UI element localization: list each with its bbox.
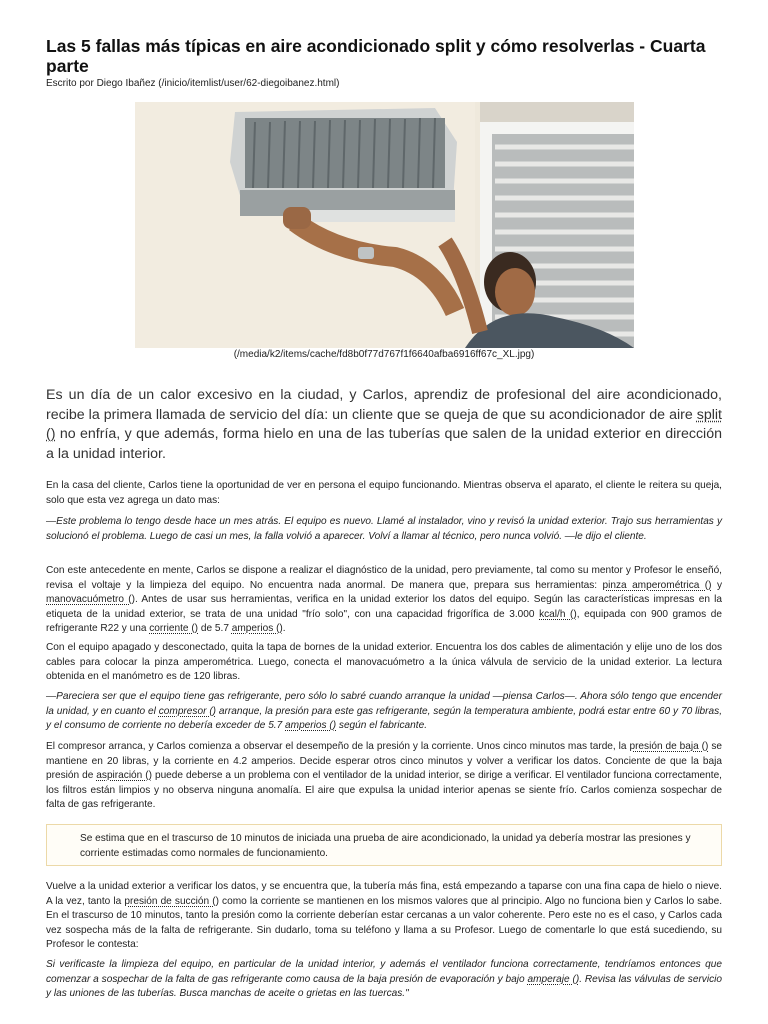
info-note-text: Se estima que en el trascurso de 10 minutos de iniciada una prueba de aire acondicionado, la unidad ya debería mostrar las presiones y corriente estimadas como normales de funcionamiento. [80, 833, 691, 859]
glossary-link[interactable]: presión de baja () [629, 741, 709, 752]
quote-paragraph: Si verificaste la limpieza del equipo, en particular de la unidad interior, y además el ventilador funciona correctamente, tendríamos entonces que comenzar a sospechar de la falta de gas refrigerante como causa de la baja presión de evaporación y bajo amperaje (). Revisa las válvulas de servicio y las uniones de las tuberías. Busca manchas de aceite o grietas en las tuercas." [46, 959, 722, 1000]
glossary-link[interactable]: split () [46, 406, 722, 442]
glossary-link[interactable]: compresor () [158, 705, 217, 717]
quote-paragraph: —Pareciera ser que el equipo tiene gas refrigerante, pero sólo lo sabré cuando arranque la unidad —piensa Carlos—. Ahora sólo tengo que encender la unidad, y en cuanto el compresor () arranque, la presión para este gas refrigerante, según la temperatura ambiente, podrá estar entre 60 y 70 libras, y el consumo de corriente no debería exceder de 5.7 amperios () según el fabricante. [46, 691, 722, 732]
glossary-link[interactable]: amperaje () [527, 973, 580, 985]
article-title: Las 5 fallas más típicas en aire acondicionado split y cómo resolverlas - Cuarta parte [46, 36, 706, 76]
paragraph: En la casa del cliente, Carlos tiene la oportunidad de ver en persona el equipo funcionando. Mientras observa el aparato, el cliente le reitera su queja, solo que esta vez agrega un dato mas: [46, 480, 722, 506]
glossary-link[interactable]: kcal/h () [539, 608, 577, 620]
glossary-link[interactable]: manovacuómetro () [46, 594, 135, 606]
paragraph: El compresor arranca, y Carlos comienza a observar el desempeño de la presión y la corriente. Unos cinco minutos mas tarde, la presión de baja () se mantiene en 20 libras, y la corriente en 4.2 amperios. Decide esperar otros cinco minutos y volver a verificar los datos. Conciente de que la baja presión de aspiración () puede deberse a un problema con el ventilador de la unidad interior, se dirige a verificar. El ventilador funciona correctamente, los filtros están limpios y no observa ninguna anomalía. El aire que expulsa la unidad interior apenas se siente frío. Carlos comienza sospechar de falta de gas refrigerante. [46, 741, 722, 811]
glossary-link[interactable]: pinza amperométrica () [602, 579, 712, 591]
lead-paragraph: Es un día de un calor excesivo en la ciudad, y Carlos, aprendiz de profesional del aire acondicionado, recibe la primera llamada de servicio del día: un cliente que se queja de que su acondicionador de aire split () no enfría, y que además, forma hielo en una de las tuberías que salen de la unidad exterior en dirección a la unidad interior. [46, 387, 722, 462]
glossary-link[interactable]: amperios () [231, 623, 283, 635]
info-note [46, 824, 722, 866]
glossary-link[interactable]: amperios () [285, 720, 337, 732]
glossary-link[interactable]: presión de succión () [124, 895, 219, 907]
technician-repairing-ac-illustration [135, 102, 634, 348]
image-caption[interactable]: (/media/k2/items/cache/fd8b0f77d767f1f6640afba6916ff67c_XL.jpg) [233, 349, 535, 360]
glossary-link[interactable]: corriente () [149, 623, 199, 635]
article-hero-image [135, 102, 634, 348]
paragraph: Vuelve a la unidad exterior a verificar los datos, y se encuentra que, la tubería más fina, está empezando a taparse con una fina capa de hielo o nieve. A la vez, tanto la presión de succión () como la corriente se mantienen en los mismos valores que al principio. Algo no funciona bien y Carlos lo sabe. En el trascurso de 10 minutos, tanto la presión como la corriente deberían estar cercanas a un valor coherente. Pero este no es el caso, y Carlos cada vez sospecha más de la falta de refrigerante. Sin dudarlo, toma su teléfono y llama a su Profesor. Luego de comentarle lo que está sucediendo, su Profesor le contesta: [46, 881, 722, 951]
article-byline[interactable]: Escrito por Diego Ibañez (/inicio/itemlist/user/62-diegoibanez.html) [46, 78, 340, 89]
paragraph: Con este antecedente en mente, Carlos se dispone a realizar el diagnóstico de la unidad, pero previamente, tal como su mentor y Profesor le enseñó, revisa el voltaje y la limpieza del equipo. No encuentra nada anormal. De manera que, prepara sus herramientas: pinza amperométrica () y manovacuómetro (). Antes de usar sus herramientas, verifica en la unidad exterior los datos del equipo. Según las características impresas en la etiqueta de la unidad exterior, se trata de una unidad "frío solo", con una capacidad frigorífica de 3.000 kcal/h (), equipada con 900 gramos de refrigerante R22 y una corriente () de 5.7 amperios (). [46, 565, 722, 635]
paragraph: Con el equipo apagado y desconectado, quita la tapa de bornes de la unidad exterior. Encuentra los dos cables de alimentación y elije uno de los dos cables para colocar la pinza amperométrica. Luego, conecta el manovacuómetro a la única válvula de servicio de la unidad exterior. La lectura obtenida en el manómetro es de 120 libras. [46, 642, 722, 683]
quote-paragraph: —Este problema lo tengo desde hace un mes atrás. El equipo es nuevo. Llamé al instalador, vino y revisó la unidad exterior. Trajo sus herramientas y solucionó el problema. Luego de casi un mes, la falla volvió a aparecer. Volví a llamar al técnico, pero nunca volvió. —le dijo el cliente. [46, 516, 722, 542]
glossary-link[interactable]: aspiración () [96, 770, 152, 782]
